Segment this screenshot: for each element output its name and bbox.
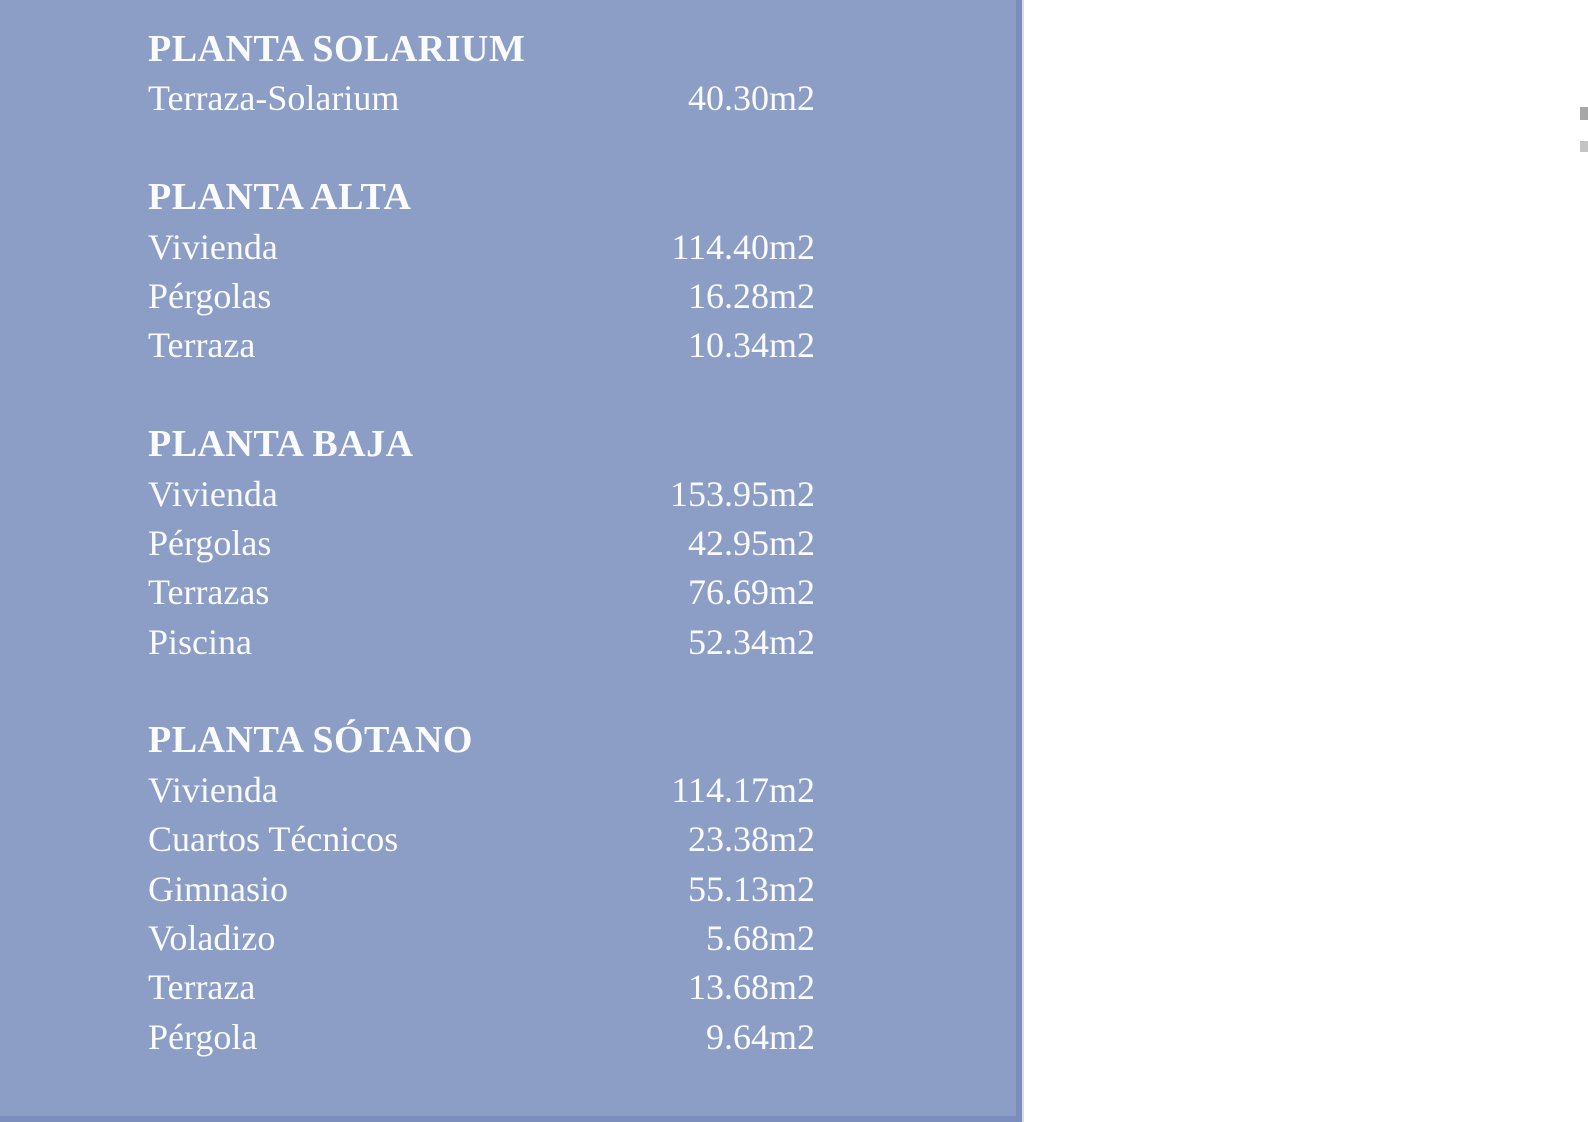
area-row xyxy=(148,1013,815,1062)
area-row xyxy=(148,272,815,321)
area-row xyxy=(148,618,815,667)
area-row-label: Piscina xyxy=(148,621,252,662)
area-row-value: 10.34m2 xyxy=(687,325,815,366)
floor-section-title: PLANTA SÓTANO xyxy=(148,719,473,762)
cropped-text-fragment xyxy=(1580,107,1588,120)
floor-section-rows xyxy=(148,470,815,668)
floor-section-title: PLANTA SOLARIUM xyxy=(148,28,526,70)
floor-section-rows xyxy=(148,223,815,371)
area-row-label: Gimnasio xyxy=(148,868,288,909)
area-row-value: 9.64m2 xyxy=(705,1016,815,1057)
floor-section xyxy=(148,25,815,124)
area-row xyxy=(148,914,815,963)
area-row-label: Vivienda xyxy=(148,769,278,810)
area-row-value: 16.28m2 xyxy=(687,275,815,316)
area-row-value: 76.69m2 xyxy=(687,572,815,613)
area-row xyxy=(148,766,815,815)
area-row xyxy=(148,815,815,864)
area-row xyxy=(148,470,815,519)
area-row-label: Pérgolas xyxy=(148,522,272,563)
area-row-label: Cuartos Técnicos xyxy=(148,819,399,860)
area-row xyxy=(148,321,815,370)
area-row-value: 114.17m2 xyxy=(671,769,815,810)
area-row xyxy=(148,865,815,914)
area-row-label: Voladizo xyxy=(148,918,276,959)
area-row-value: 114.40m2 xyxy=(671,226,815,267)
floor-section xyxy=(148,173,815,371)
area-row-value: 42.95m2 xyxy=(687,522,815,563)
area-row xyxy=(148,519,815,568)
area-row-label: Vivienda xyxy=(148,226,278,267)
area-row-value: 40.30m2 xyxy=(687,78,815,119)
area-row-value: 23.38m2 xyxy=(687,819,815,860)
area-schedule xyxy=(148,25,815,1062)
floor-section xyxy=(148,420,815,667)
floor-section-title: PLANTA ALTA xyxy=(148,176,412,219)
area-row-label: Terraza-Solarium xyxy=(148,78,400,119)
area-row-label: Terraza xyxy=(148,967,256,1008)
area-row-value: 5.68m2 xyxy=(705,918,815,959)
area-row xyxy=(148,963,815,1012)
area-row-value: 153.95m2 xyxy=(669,473,815,514)
area-row-label: Vivienda xyxy=(148,473,278,514)
area-row-value: 55.13m2 xyxy=(687,868,815,909)
area-row xyxy=(148,74,815,123)
cropped-text-fragment xyxy=(1580,141,1588,152)
area-row-value: 52.34m2 xyxy=(687,621,815,662)
panel-edge-line xyxy=(1022,0,1024,1122)
area-row-label: Terraza xyxy=(148,325,256,366)
floor-section xyxy=(148,716,815,1062)
area-row-label: Pérgola xyxy=(148,1016,258,1057)
area-row xyxy=(148,568,815,617)
area-row-value: 13.68m2 xyxy=(687,967,815,1008)
area-row xyxy=(148,223,815,272)
floor-section-rows xyxy=(148,766,815,1062)
area-row-label: Terrazas xyxy=(148,572,270,613)
area-row-label: Pérgolas xyxy=(148,275,272,316)
floor-section-rows xyxy=(148,74,815,123)
floor-section-title: PLANTA BAJA xyxy=(148,423,414,466)
